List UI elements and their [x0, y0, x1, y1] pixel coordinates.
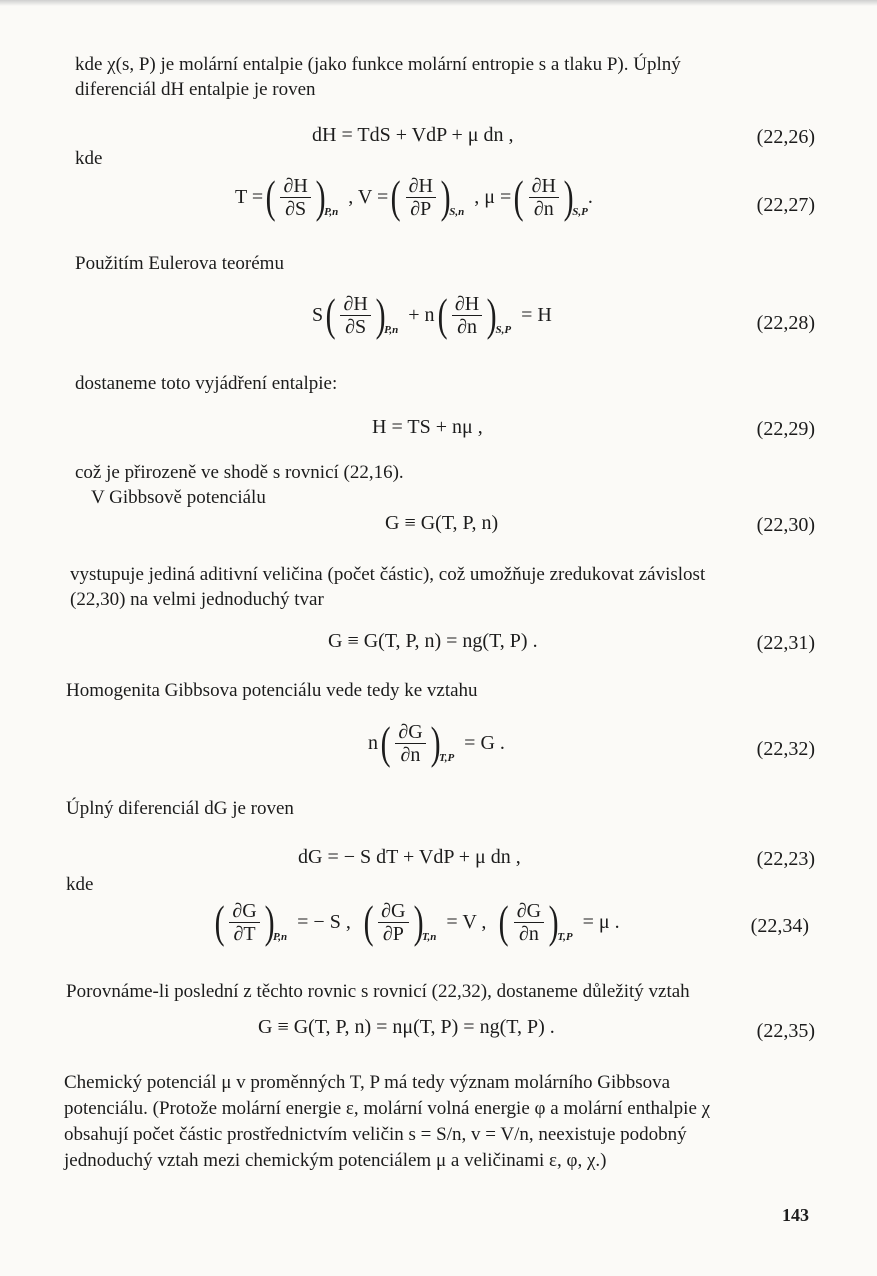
denominator: ∂T — [233, 922, 256, 945]
equation-22-31 — [0, 626, 877, 686]
subscript: P,n — [272, 931, 288, 943]
math-text: = G . — [464, 731, 505, 754]
text-line: vystupuje jediná aditivní veličina (počet částic), což umožňuje zredukovat závislost — [70, 564, 706, 585]
text-line: potenciálu. (Protože molární energie ε, molární volná energie φ a molární enthalpie χ — [64, 1098, 711, 1119]
fraction — [378, 900, 408, 945]
fraction — [452, 293, 482, 338]
equation-22-23 — [0, 842, 877, 902]
numerator: ∂G — [229, 900, 259, 923]
text-line: kde — [66, 874, 94, 895]
equation-number: (22,28) — [756, 312, 815, 334]
text-line: dostaneme toto vyjádření entalpie: — [75, 373, 338, 394]
equation-22-34 — [0, 897, 877, 967]
subscript: T,n — [421, 931, 437, 943]
text-line: Chemický potenciál μ v proměnných T, P má tedy význam molárního Gibbsova — [64, 1072, 671, 1093]
numerator: ∂H — [452, 293, 482, 316]
fraction — [514, 900, 544, 945]
denominator: ∂S — [345, 315, 367, 338]
equation-number: (22,26) — [756, 126, 815, 148]
denominator: ∂n — [400, 743, 421, 766]
numerator: ∂G — [395, 721, 425, 744]
equation-22-30 — [0, 508, 877, 568]
math-text: , V = — [348, 185, 389, 208]
math-text: T = — [235, 185, 264, 208]
subscript: P,n — [324, 206, 339, 218]
numerator: ∂H — [529, 175, 559, 198]
equation-number: (22,29) — [756, 418, 815, 440]
subscript: P,n — [384, 324, 399, 336]
fraction — [395, 721, 425, 766]
fraction — [340, 293, 370, 338]
text-line: kde — [75, 148, 103, 169]
equation-number: (22,30) — [756, 514, 815, 536]
text-line: (22,30) na velmi jednoduchý tvar — [70, 589, 324, 610]
equation-expression: dH = TdS + VdP + μ dn , — [312, 124, 514, 146]
denominator: ∂n — [533, 197, 554, 220]
scan-edge — [0, 0, 877, 6]
text-line: kde χ(s, P) je molární entalpie (jako funkce molární entropie s a tlaku P). Úplný — [75, 54, 681, 75]
subscript: T,P — [438, 752, 455, 764]
math-text: S — [312, 303, 324, 326]
equation-expression: H = TS + nμ , — [372, 416, 483, 438]
text-line: což je přirozeně ve shodě s rovnicí (22,16). — [75, 462, 404, 483]
numerator: ∂H — [280, 175, 310, 198]
subscript: S,P — [572, 206, 588, 218]
fraction — [406, 175, 436, 220]
denominator: ∂n — [457, 315, 477, 338]
equation-number: (22,32) — [756, 738, 815, 760]
equation-22-26 — [0, 118, 877, 178]
equation-expression: G ≡ G(T, P, n) = nμ(T, P) = ng(T, P) . — [258, 1016, 555, 1038]
equation-expression: S ( $\frac{\partial H}{\partial S}$ ) P,n + n ( $\frac{\partial H}{\partial n}$ ) S,P = H — [312, 289, 552, 340]
math-text: = μ . — [582, 910, 620, 933]
equation-22-28 — [0, 290, 877, 360]
equation-22-27 — [0, 172, 877, 242]
numerator: ∂G — [378, 900, 408, 923]
math-text: + n — [408, 303, 435, 326]
numerator: ∂H — [340, 293, 370, 316]
equation-expression: dG = − S dT + VdP + μ dn , — [298, 846, 521, 868]
math-text: = − S , — [297, 910, 351, 933]
text-line: Porovnáme-li poslední z těchto rovnic s rovnicí (22,32), dostaneme důležitý vztah — [66, 981, 690, 1002]
equation-number: (22,31) — [756, 632, 815, 654]
text-line: jednoduchý vztah mezi chemickým potenciálem μ a veličinami ε, φ, χ.) — [64, 1150, 607, 1171]
numerator: ∂G — [514, 900, 544, 923]
fraction — [529, 175, 559, 220]
equation-number: (22,35) — [756, 1020, 815, 1042]
math-text: n — [368, 731, 378, 754]
denominator: ∂P — [382, 922, 404, 945]
equation-number: (22,23) — [756, 848, 815, 870]
math-text: = V , — [446, 910, 487, 933]
equation-expression: G ≡ G(T, P, n) — [385, 512, 499, 534]
numerator: ∂H — [406, 175, 436, 198]
equation-22-32 — [0, 718, 877, 788]
equation-expression: ( $\frac{\partial G}{\partial T}$ ) P,n = − S , ( $\frac{\partial G}{\partial P}$ ) T,n = V , ( $\frac{\partial G}{\partial n}$ ) T,P = μ . — [214, 896, 620, 947]
equation-number: (22,27) — [756, 194, 815, 216]
fraction — [280, 175, 310, 220]
subscript: S,n — [449, 206, 465, 218]
text-line: Použitím Eulerova teorému — [75, 253, 284, 274]
equation-expression: T = ( $\frac{\partial H}{\partial S}$ ) P,n , V = ( $\frac{\partial H}{\partial P}$ ) S,n , μ = ( $\frac{\partial H}{\partial n}$ ) S,P . — [235, 171, 593, 222]
denominator: ∂P — [410, 197, 432, 220]
text-line: Homogenita Gibbsova potenciálu vede tedy ke vztahu — [66, 680, 478, 701]
text-line: V Gibbsově potenciálu — [91, 487, 266, 508]
page-number: 143 — [782, 1205, 809, 1225]
equation-expression: G ≡ G(T, P, n) = ng(T, P) . — [328, 630, 538, 652]
subscript: T,P — [557, 931, 573, 943]
fraction — [229, 900, 259, 945]
equation-number: (22,34) — [750, 915, 809, 937]
math-text: . — [587, 185, 593, 208]
denominator: ∂n — [518, 922, 539, 945]
text-line: diferenciál dH entalpie je roven — [75, 79, 316, 100]
text-line: Úplný diferenciál dG je roven — [66, 798, 294, 819]
math-text: , μ = — [474, 185, 512, 208]
text-line: obsahují počet částic prostřednictvím veličin s = S/n, v = V/n, neexistuje podobný — [64, 1124, 687, 1145]
equation-22-35 — [0, 1012, 877, 1072]
equation-expression: n ( $\frac{\partial G}{\partial n}$ ) T,P = G . — [368, 717, 505, 768]
math-text: = H — [521, 303, 552, 326]
denominator: ∂S — [285, 197, 307, 220]
subscript: S,P — [495, 324, 512, 336]
